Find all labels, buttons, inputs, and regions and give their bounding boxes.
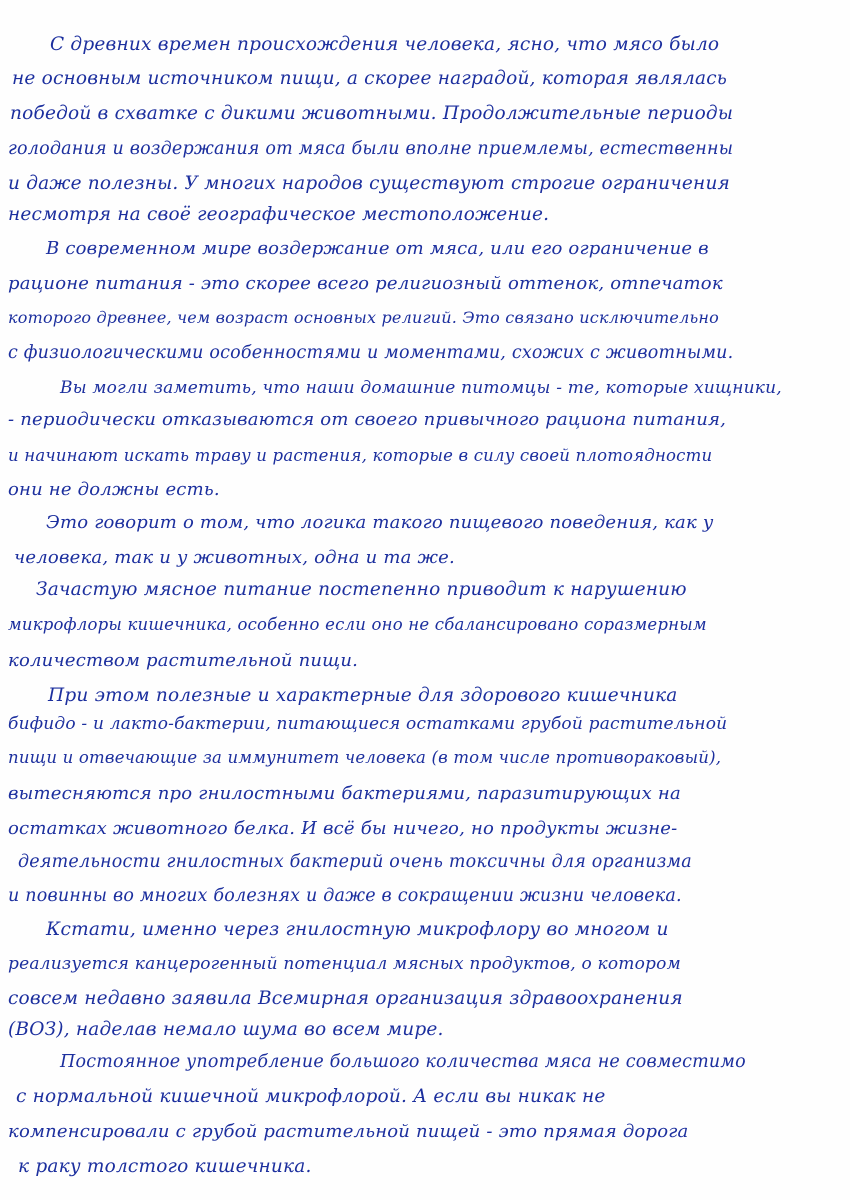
text-line: Вы могли заметить, что наши домашние питомцы - те, которые хищники,	[60, 378, 782, 398]
text-line: которого древнее, чем возраст основных религий. Это связано исключительно	[8, 308, 719, 327]
text-line: с нормальной кишечной микрофлорой. А если вы никак не	[16, 1086, 606, 1107]
text-line: Это говорит о том, что логика такого пищевого поведения, как у	[46, 512, 714, 533]
text-line: и даже полезны. У многих народов существуют строгие ограничения	[8, 173, 731, 194]
text-line: компенсировали с грубой растительной пищей - это прямая дорога	[8, 1121, 689, 1142]
text-line: и начинают искать траву и растения, которые в силу своей плотоядности	[8, 446, 713, 465]
text-line: человека, так и у животных, одна и та же.	[14, 547, 455, 568]
text-line: количеством растительной пищи.	[8, 650, 359, 671]
text-line: остатках животного белка. И всё бы ничего, но продукты жизне-	[8, 818, 678, 839]
text-line: (ВОЗ), наделав немало шума во всем мире.	[8, 1019, 444, 1040]
text-line: В современном мире воздержание от мяса, или его ограничение в	[46, 238, 709, 259]
text-line: Зачастую мясное питание постепенно приводит к нарушению	[36, 579, 687, 600]
text-line: победой в схватке с дикими животными. Продолжительные периоды	[10, 103, 734, 124]
text-line: совсем недавно заявила Всемирная организация здравоохранения	[8, 988, 683, 1009]
text-line: не основным источником пищи, а скорее наградой, которая являлась	[12, 68, 728, 89]
text-line: - периодически отказываются от своего привычного рациона питания,	[8, 409, 727, 430]
text-line: вытесняются про гнилостными бактериями, паразитирующих на	[8, 783, 681, 804]
text-line: рационе питания - это скорее всего религиозный оттенок, отпечаток	[8, 273, 723, 294]
text-line: микрофлоры кишечника, особенно если оно не сбалансировано соразмерным	[8, 615, 707, 634]
text-line: к раку толстого кишечника.	[18, 1156, 312, 1177]
text-line: несмотря на своё географическое местоположение.	[8, 204, 550, 225]
text-line: Постоянное употребление большого количества мяса не совместимо	[60, 1052, 746, 1072]
text-line: голодания и воздержания от мяса были вполне приемлемы, естественны	[8, 139, 734, 159]
text-line: бифидо - и лакто-бактерии, питающиеся остатками грубой растительной	[8, 714, 728, 734]
text-line: и повинны во многих болезнях и даже в сокращении жизни человека.	[8, 886, 682, 906]
text-line: они не должны есть.	[8, 479, 220, 500]
text-line: Кстати, именно через гнилостную микрофлору во многом и	[46, 919, 669, 940]
text-line: С древних времен происхождения человека, ясно, что мясо было	[50, 34, 720, 55]
text-line: При этом полезные и характерные для здорового кишечника	[48, 685, 678, 706]
text-line: деятельности гнилостных бактерий очень токсичны для организма	[18, 852, 692, 872]
text-line: с физиологическими особенностями и моментами, схожих с животными.	[8, 343, 734, 363]
text-line: пищи и отвечающие за иммунитет человека (в том числе противораковый),	[8, 748, 722, 767]
text-line: реализуется канцерогенный потенциал мясных продуктов, о котором	[8, 954, 681, 974]
